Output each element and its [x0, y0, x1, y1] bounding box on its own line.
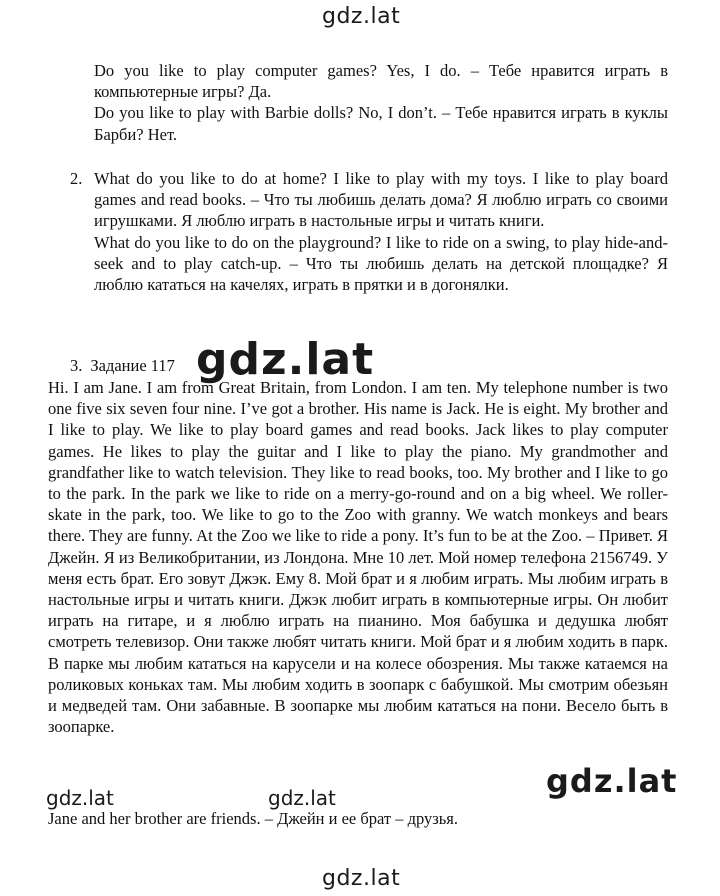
section-2-number: 2. [70, 169, 83, 188]
section-2-paragraph-1: What do you like to do at home? I like to play with my toys. I like to play board games and read books. – Что ты любишь делать дома? Я люблю играть со своими игрушками. Я люблю играть в настольные игры и читать книги. [94, 169, 668, 231]
watermark-top: gdz.lat [322, 4, 401, 29]
section-2-item [70, 168, 668, 232]
section-3-body [48, 377, 668, 737]
section-1-paragraph-2: Do you like to play with Barbie dolls? No, I don’t. – Тебе нравится играть в куклы Барби? Нет. [94, 103, 668, 144]
watermark-small-middle: gdz.lat [268, 786, 336, 810]
watermark-bottom: gdz.lat [322, 866, 401, 891]
watermark-large-right: gdz.lat [546, 762, 678, 800]
section-2 [70, 168, 668, 295]
section-3-heading [70, 355, 175, 376]
section-3-title: Задание 117 [90, 356, 175, 375]
section-3-closing-line: Jane and her brother are friends. – Джейн и ее брат – друзья. [48, 809, 459, 828]
section-3-closing [48, 808, 668, 829]
section-3-number: 3. [70, 356, 83, 375]
section-3-paragraph: Hi. I am Jane. I am from Great Britain, from London. I am ten. My telephone number is two one five six seven four nine. I’ve got a brother. His name is Jack. He is eight. My brother and I like to play. We like to play board games and read books. Jack likes to play computer games. He likes to play the guitar and I like to play the piano. My grandmother and grandfather like to watch television. They like to read books, too. My brother and I like to go to the park. In the park we like to ride on a merry-go-round and on a big wheel. We roller-skate in the park, too. We like to go to the Zoo with granny. We watch monkeys and bears there. They are funny. At the Zoo we like to ride a pony. It’s fun to be at the Zoo. – Привет. Я Джейн. Я из Великобритании, из Лондона. Мне 10 лет. Мой номер телефона 2156749. У меня есть брат. Его зовут Джэк. Ему 8. Мой брат и я любим играть. Мы любим играть в настольные игры и читать книги. Джэк любит играть в компьютерные игры. Он любит играть на гитаре, и я люблю играть на пианино. Моя бабушка и дедушка любят смотреть телевизор. Они также любят читать книги. Мой брат и я любим ходить в парк. В парке мы любим кататься на карусели и на колесе обозрения. Мы также катаемся на роликовых коньках там. Мы любим ходить в зоопарк с бабушкой. Мы смотрим обезьян и медведей там. Они забавные. В зоопарке мы любим кататься на пони. Весело быть в зоопарке. [48, 378, 668, 737]
watermark-large-middle: gdz.lat [196, 334, 375, 385]
section-1 [94, 60, 668, 145]
section-2-paragraph-2: What do you like to do on the playground? I like to ride on a swing, to play hide-and-seek and to play catch-up. – Что ты любишь делать на детской площадке? Я люблю кататься на качелях, играть в прятки и в догонялки. [94, 232, 668, 295]
section-1-paragraph-1: Do you like to play computer games? Yes, I do. – Тебе нравится играть в компьютерные игры? Да. [94, 61, 668, 102]
watermark-small-left: gdz.lat [46, 786, 114, 810]
